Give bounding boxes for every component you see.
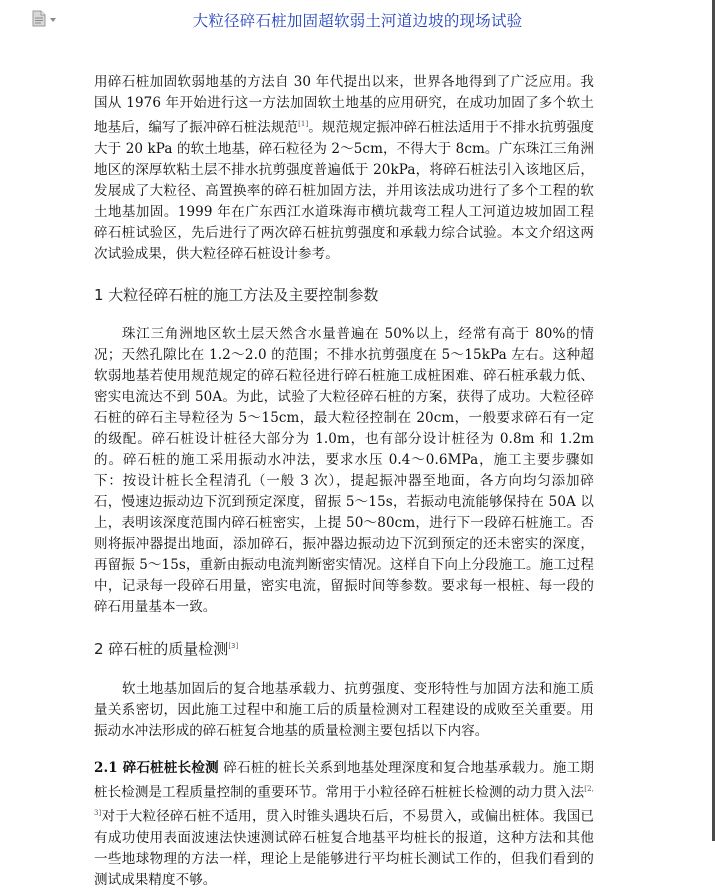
section-2-citation: [3] <box>228 641 239 650</box>
document-title: 大粒径碎石桩加固超软弱土河道边坡的现场试验 <box>192 12 523 30</box>
intro-text-b: 。规范规定振冲碎石桩法适用于不排水抗剪强度大于 20 kPa 的软土地基，碎石粒径为 2～5cm，不得大于 8cm。广东珠江三角洲地区的深厚软粘土层不排水抗剪强度普遍低于 20kPa，将碎石桩法引入该地区后，发展成了大粒径、高置换率的碎石桩加固方法，并用该法成功进行了多个工程的软土地基加固。1999 年在广东西江水道珠海市横坑裁弯工程人工河道边坡加固工程碎石桩试验区，先后进行了两次碎石桩抗剪强度和承载力综合试验。本文介绍这两次试验成果，供大粒径碎石桩设计参考。 <box>94 119 594 262</box>
subsection-2-1-text-b: 对于大粒径碎石桩不适用，贯入时锥头遇块石后，不易贯入，或偏出桩体。我国已有成功使用表面波速法快速测试碎石桩复合地基平均桩长的报道，这种方法和其他一些地球物理的方法一样，理论上是能够进行平均桩长测试工作的，但我们看到的测试成果精度不够。 <box>94 808 594 888</box>
section-2-heading-text: 2 碎石桩的质量检测 <box>94 639 229 658</box>
intro-text-a: 用碎石桩加固软弱地基的方法自 30 年代提出以来，世界各地得到了广泛应用。我国从 1976 年开始进行这一方法加固软土地基的应用研究，在成功加固了多个软土地基后，编写了振冲碎石桩法规范 <box>94 74 594 136</box>
section-1-heading: 1 大粒径碎石桩的施工方法及主要控制参数 <box>94 285 379 304</box>
subsection-2-1-citation: [2, 3] <box>94 784 594 817</box>
subsection-2-1-label: 2.1 碎石桩桩长检测 <box>94 759 219 776</box>
section-1-paragraph: 珠江三角洲地区软土层天然含水量普遍在 50%以上，经常有高于 80%的情况；天然孔隙比在 1.2～2.0 的范围；不排水抗剪强度在 5～15kPa 左右。这种超软弱地基若使用规范规定的碎石粒径进行碎石桩施工成桩困难、碎石桩承载力低、密实电流达不到 50A。为此，试验了大粒径碎石桩的方案，获得了成功。大粒径碎石桩的碎石主导粒径为 5～15cm，最大粒径控制在 20cm，一般要求碎石有一定的级配。碎石桩设计桩径大部分为 1.0m，也有部分设计桩径为 0.8m 和 1.2m 的。碎石桩的施工采用振动水冲法，要求水压 0.4～0.6MPa，施工主要步骤如下：按设计桩长全程清孔（一般 3 次），提起振冲器至地面，各方向均匀添加碎石，慢速边振动边下沉到预定深度，留振 5～15s，若振动电流能够保持在 50A 以上，表明该深度范围内碎石桩密实，上提 50～80cm，进行下一段碎石桩施工。否则将振冲器提出地面，添加碎石，振冲器边振动边下沉到预定的还未密实的深度，再留振 5～15s，重新由振动电流判断密实情况。这样自下向上分段施工。施工过程中，记录每一段碎石用量，密实电流，留振时间等参数。要求每一根桩、每一段的碎石用量基本一致。 <box>94 325 594 615</box>
intro-paragraph <box>94 72 594 265</box>
document-body <box>94 72 594 891</box>
intro-citation: [1] <box>298 120 309 128</box>
subsection-2-1-paragraph <box>94 758 594 891</box>
section-2-heading <box>94 638 594 659</box>
section-2-paragraph: 软土地基加固后的复合地基承载力、抗剪强度、变形特性与加固方法和施工质量关系密切，因此施工过程中和施工后的质量检测对工程建设的成败至关重要。用振动水冲法形成的碎石桩复合地基的质量检测主要包括以下内容。 <box>94 680 594 739</box>
subsection-2-1-text-a: 碎石桩的桩长关系到地基处理深度和复合地基承载力。施工期桩长检测是工程质量控制的重要环节。常用于小粒径碎石桩桩长检测的动力贯入法 <box>94 759 594 800</box>
